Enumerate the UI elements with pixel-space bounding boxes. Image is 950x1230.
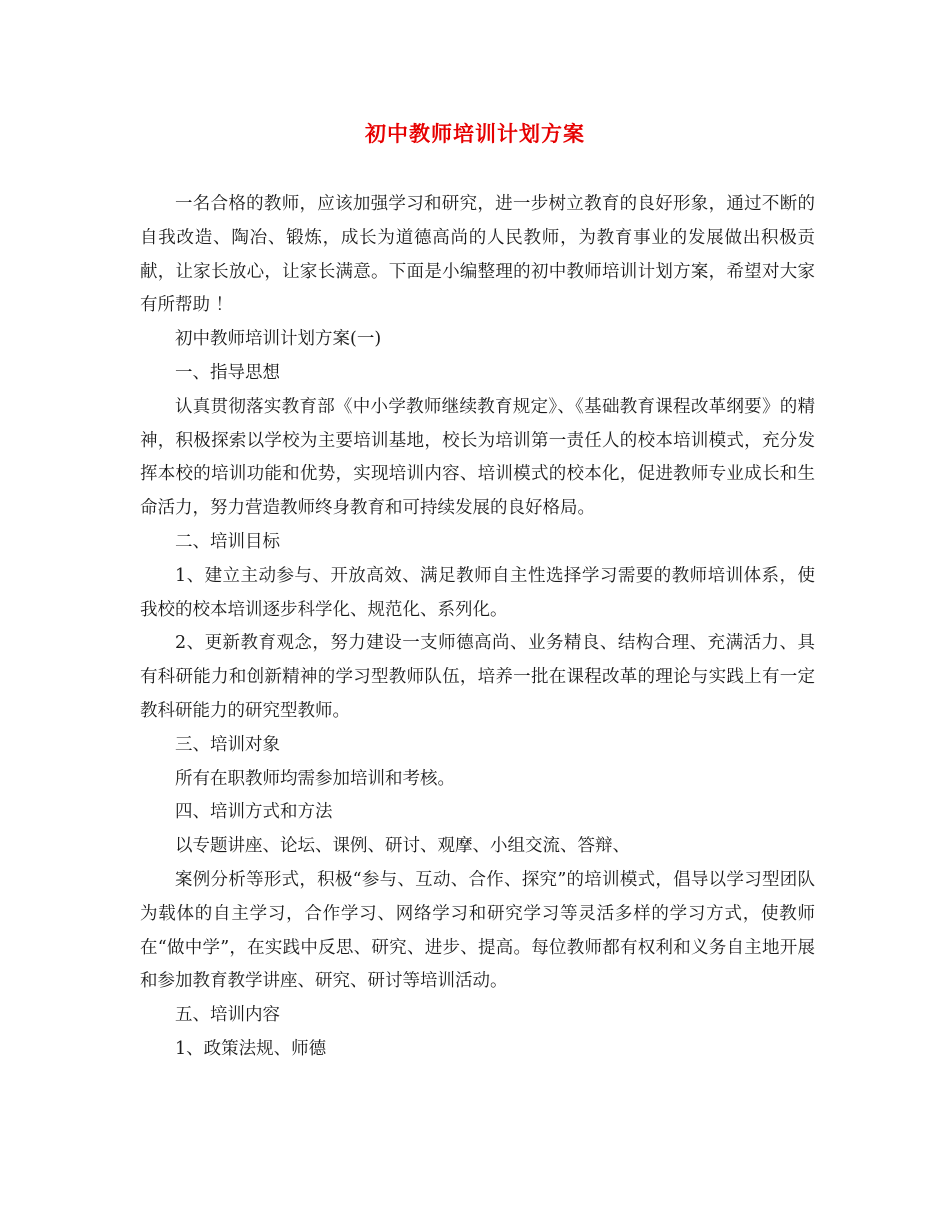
section-heading-training-methods: 四、培训方式和方法 <box>175 802 333 823</box>
section-heading-training-targets: 三、培训对象 <box>175 734 280 755</box>
section-heading-guiding-ideology: 一、指导思想 <box>175 362 280 383</box>
plan-heading: 初中教师培训计划方案(一) <box>175 329 382 350</box>
training-goal-2: 2、更新教育观念，努力建设一支师德高尚、业务精良、结构合理、充满活力、具有科研能力和创新精神的学习型教师队伍，培养一批在课程改革的理论与实践上有一定教科研能力的研究型教师。 <box>140 633 815 721</box>
training-targets-paragraph: 所有在职教师均需参加培训和考核。 <box>175 768 455 789</box>
training-methods-line: 以专题讲座、论坛、课例、研讨、观摩、小组交流、答辩、 <box>175 836 630 857</box>
section-heading-training-content: 五、培训内容 <box>175 1005 280 1026</box>
document-title: 初中教师培训计划方案 <box>365 121 585 146</box>
document-body <box>140 188 815 1067</box>
training-goal-1: 1、建立主动参与、开放高效、满足教师自主性选择学习需要的教师培训体系，使我校的校本培训逐步科学化、规范化、系列化。 <box>140 565 815 620</box>
training-content-item-1: 1、政策法规、师德 <box>175 1038 327 1059</box>
intro-paragraph: 一名合格的教师，应该加强学习和研究，进一步树立教育的良好形象，通过不断的自我改造、陶冶、锻炼，成长为道德高尚的人民教师，为教育事业的发展做出积极贡献，让家长放心，让家长满意。下面是小编整理的初中教师培训计划方案，希望对大家有所帮助 ！ <box>140 194 815 316</box>
section-heading-training-goals: 二、培训目标 <box>175 531 280 552</box>
guiding-ideology-paragraph: 认真贯彻落实教育部《中小学教师继续教育规定》、《基础教育课程改革纲要》的精神，积极探索以学校为主要培训基地，校长为培训第一责任人的校本培训模式，充分发挥本校的培训功能和优势，实现培训内容、培训模式的校本化，促进教师专业成长和生命活力，努力营造教师终身教育和可持续发展的良好格局。 <box>140 396 815 519</box>
training-methods-paragraph: 案例分析等形式，积极“参与、互动、合作、探究”的培训模式，倡导以学习型团队为载体的自主学习，合作学习、网络学习和研究学习等灵活多样的学习方式，使教师在“做中学”，在实践中反思、研究、进步、提高。每位教师都有权利和义务自主地开展和参加教育教学讲座、研究、研讨等培训活动。 <box>140 869 815 992</box>
